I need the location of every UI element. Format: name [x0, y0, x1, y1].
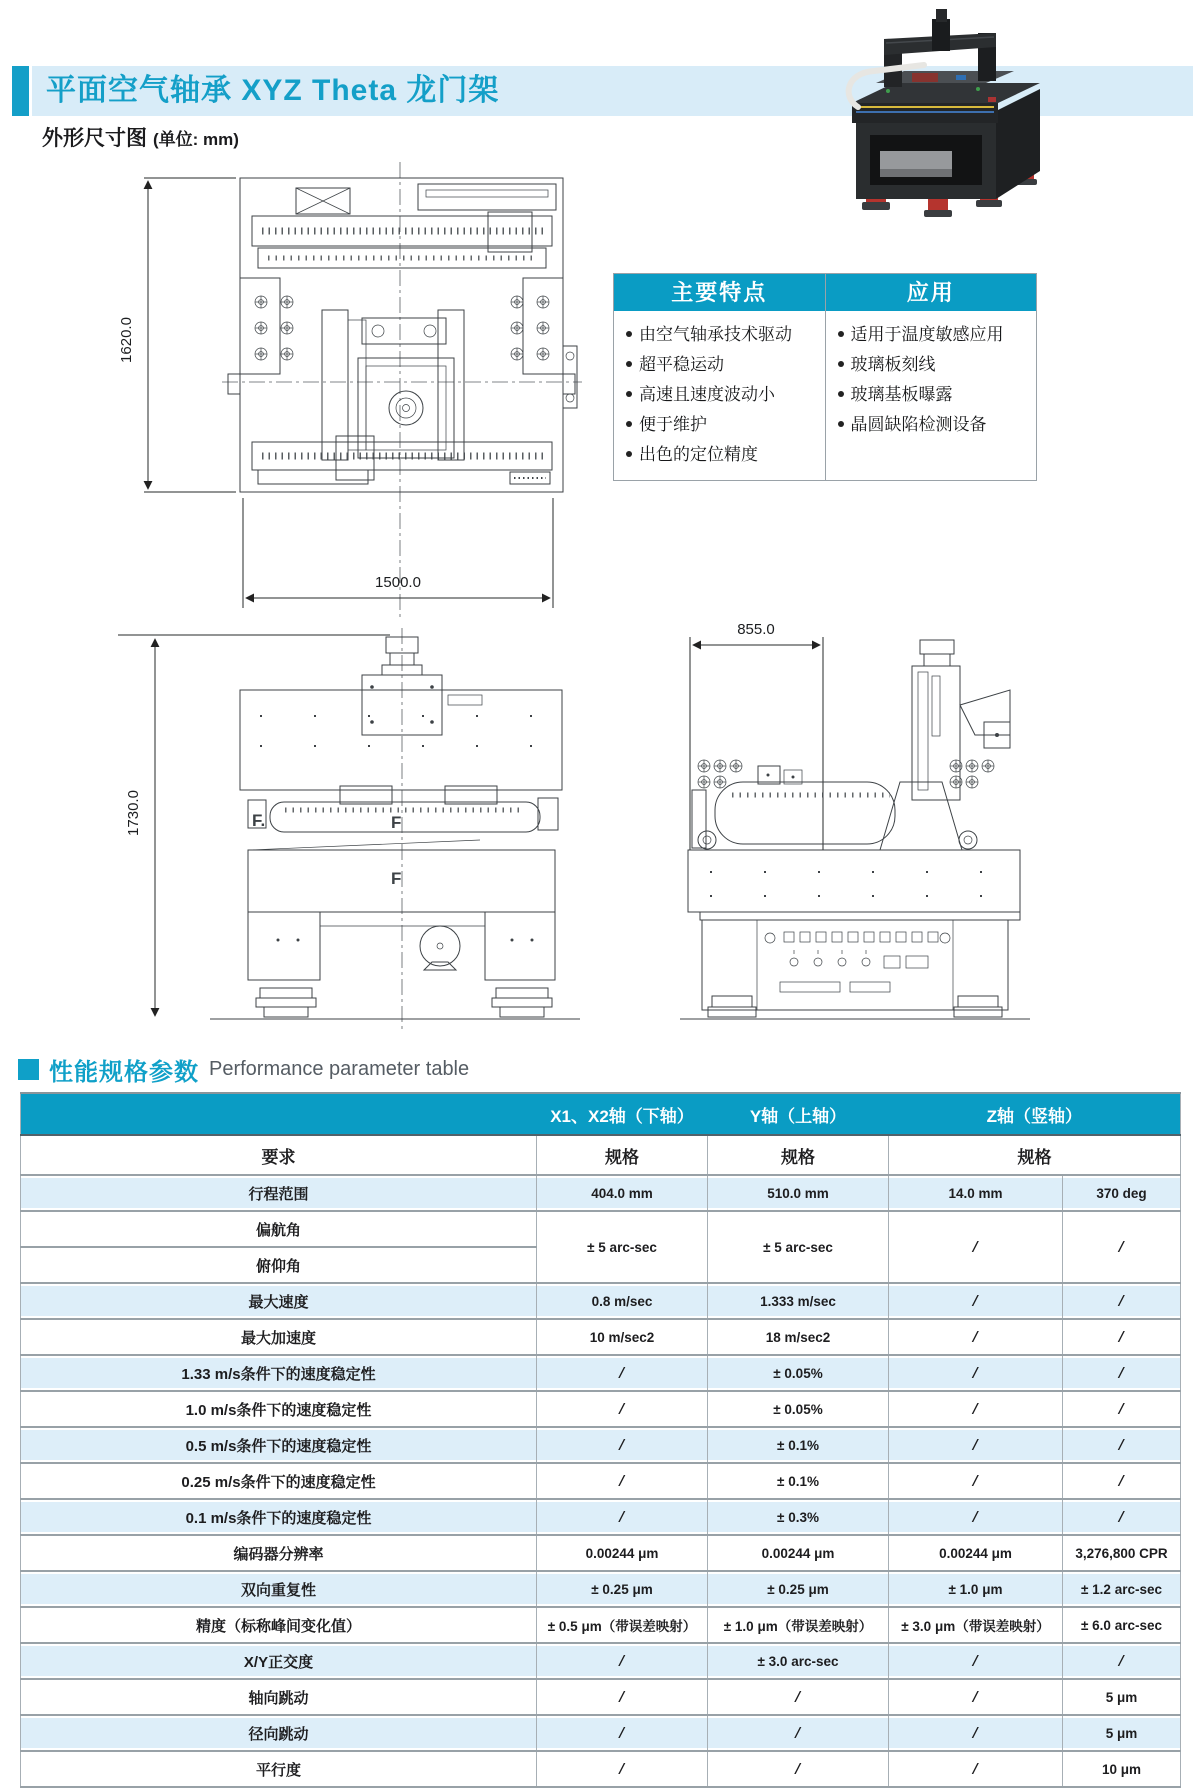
value-cell: 18 m/sec2 — [708, 1319, 889, 1355]
value-cell: ± 0.25 μm — [708, 1571, 889, 1607]
value-cell: / — [889, 1643, 1063, 1679]
axis-header-row — [21, 1093, 1181, 1135]
application-item: 玻璃板刻线 — [838, 350, 1037, 380]
value-cell: ± 1.2 arc-sec — [1063, 1571, 1181, 1607]
bullet-icon — [838, 421, 844, 427]
features-header: 主要特点 — [614, 274, 825, 311]
applications-header: 应用 — [826, 274, 1037, 311]
value-cell: ± 1.0 μm — [889, 1571, 1063, 1607]
features-column — [614, 274, 825, 480]
value-cell: / — [537, 1499, 708, 1535]
value-cell: 510.0 mm — [708, 1175, 889, 1211]
feature-item: 由空气轴承技术驱动 — [626, 320, 825, 350]
value-cell: 0.00244 μm — [537, 1535, 708, 1571]
dim-plan-width: 1500.0 — [375, 574, 421, 591]
value-cell: 14.0 mm — [889, 1175, 1063, 1211]
spec-row — [21, 1571, 1181, 1607]
dim-front-height: 1730.0 — [125, 790, 142, 836]
bullet-icon — [626, 391, 632, 397]
application-item: 适用于温度敏感应用 — [838, 320, 1037, 350]
value-cell: 370 deg — [1063, 1175, 1181, 1211]
row-label: 偏航角 — [21, 1211, 537, 1247]
value-cell: 0.00244 μm — [889, 1535, 1063, 1571]
spec-header-y: 规格 — [708, 1135, 889, 1175]
row-label: 1.33 m/s条件下的速度稳定性 — [21, 1355, 537, 1391]
axis-header-y: Y轴（上轴） — [708, 1093, 889, 1135]
application-item: 晶圆缺陷检测设备 — [838, 410, 1037, 440]
applications-column — [825, 274, 1037, 480]
spec-row — [21, 1283, 1181, 1319]
feature-item: 超平稳运动 — [626, 350, 825, 380]
section-title-cn: 性能规格参数 — [49, 1059, 199, 1086]
value-cell: ± 0.05% — [708, 1355, 889, 1391]
side-dimensions — [693, 621, 820, 645]
value-cell: / — [1063, 1211, 1181, 1283]
bullet-icon — [626, 361, 632, 367]
dim-side-width: 855.0 — [737, 621, 775, 638]
spec-row — [21, 1751, 1181, 1787]
spec-row — [21, 1535, 1181, 1571]
value-cell: ± 1.0 μm（带误差映射） — [708, 1607, 889, 1643]
value-cell: / — [1063, 1319, 1181, 1355]
dim-plan-height: 1620.0 — [118, 317, 135, 363]
row-label: 0.5 m/s条件下的速度稳定性 — [21, 1427, 537, 1463]
value-cell: / — [537, 1355, 708, 1391]
value-cell: 5 μm — [1063, 1679, 1181, 1715]
value-cell: 5 μm — [1063, 1715, 1181, 1751]
value-cell: / — [1063, 1355, 1181, 1391]
row-label: 1.0 m/s条件下的速度稳定性 — [21, 1391, 537, 1427]
value-cell: / — [537, 1463, 708, 1499]
drawing-subtitle-text: 外形尺寸图 — [42, 127, 147, 150]
features-panel — [613, 273, 1037, 481]
value-cell: / — [1063, 1463, 1181, 1499]
row-label: 最大速度 — [21, 1283, 537, 1319]
bullet-icon — [626, 451, 632, 457]
value-cell: / — [889, 1319, 1063, 1355]
svg-text:F: F — [391, 869, 402, 888]
feature-item: 便于维护 — [626, 410, 825, 440]
value-cell: / — [1063, 1283, 1181, 1319]
spec-row — [21, 1319, 1181, 1355]
spec-row — [21, 1679, 1181, 1715]
feature-item: 高速且速度波动小 — [626, 380, 825, 410]
value-cell: / — [708, 1715, 889, 1751]
performance-table — [20, 1092, 1181, 1788]
spec-row — [21, 1175, 1181, 1211]
bullet-icon — [838, 391, 844, 397]
value-cell: 1.333 m/sec — [708, 1283, 889, 1319]
spec-row — [21, 1715, 1181, 1751]
value-cell: / — [537, 1715, 708, 1751]
row-label: 平行度 — [21, 1751, 537, 1787]
bullet-icon — [838, 331, 844, 337]
row-label: 轴向跳动 — [21, 1679, 537, 1715]
value-cell: 10 μm — [1063, 1751, 1181, 1787]
value-cell: 3,276,800 CPR — [1063, 1535, 1181, 1571]
spec-row — [21, 1427, 1181, 1463]
row-label: 径向跳动 — [21, 1715, 537, 1751]
value-cell: ± 0.05% — [708, 1391, 889, 1427]
spec-row — [21, 1391, 1181, 1427]
value-cell: / — [889, 1499, 1063, 1535]
value-cell: / — [889, 1679, 1063, 1715]
spec-row — [21, 1355, 1181, 1391]
row-label: 行程范围 — [21, 1175, 537, 1211]
value-cell: 404.0 mm — [537, 1175, 708, 1211]
page-title: 平面空气轴承 XYZ Theta 龙门架 — [46, 74, 500, 107]
row-label: 双向重复性 — [21, 1571, 537, 1607]
value-cell: ± 5 arc-sec — [537, 1211, 708, 1283]
spec-header-z: 规格 — [889, 1135, 1181, 1175]
row-label: 编码器分辨率 — [21, 1535, 537, 1571]
value-cell: / — [889, 1355, 1063, 1391]
performance-section-heading — [18, 1052, 469, 1087]
value-cell: 0.8 m/sec — [537, 1283, 708, 1319]
value-cell: / — [889, 1715, 1063, 1751]
drawing-subtitle-unit: (单位: mm) — [153, 130, 239, 149]
value-cell: / — [889, 1427, 1063, 1463]
row-label: X/Y正交度 — [21, 1643, 537, 1679]
bullet-icon — [626, 331, 632, 337]
value-cell: ± 0.5 μm（带误差映射） — [537, 1607, 708, 1643]
spec-row — [21, 1643, 1181, 1679]
value-cell: / — [537, 1391, 708, 1427]
axis-header-z: Z轴（竖轴） — [889, 1093, 1181, 1135]
value-cell: ± 0.1% — [708, 1463, 889, 1499]
feature-item: 出色的定位精度 — [626, 440, 825, 470]
value-cell: ± 0.1% — [708, 1427, 889, 1463]
axis-header-blank — [21, 1093, 537, 1135]
svg-text:F: F — [391, 813, 402, 832]
value-cell: ± 0.3% — [708, 1499, 889, 1535]
application-item: 玻璃基板曝露 — [838, 380, 1037, 410]
spec-subheader-row — [21, 1135, 1181, 1175]
value-cell: ± 5 arc-sec — [708, 1211, 889, 1283]
svg-text:F.: F. — [252, 811, 266, 830]
spec-row — [21, 1499, 1181, 1535]
value-cell: 0.00244 μm — [708, 1535, 889, 1571]
value-cell: ± 3.0 μm（带误差映射） — [889, 1607, 1063, 1643]
value-cell: / — [889, 1751, 1063, 1787]
value-cell: / — [889, 1463, 1063, 1499]
drawing-subtitle — [42, 122, 239, 152]
value-cell: ± 0.25 μm — [537, 1571, 708, 1607]
row-label: 0.25 m/s条件下的速度稳定性 — [21, 1463, 537, 1499]
value-cell: ± 6.0 arc-sec — [1063, 1607, 1181, 1643]
value-cell: / — [889, 1211, 1063, 1283]
title-accent-bar — [12, 66, 29, 116]
value-cell: / — [1063, 1391, 1181, 1427]
spec-row — [21, 1607, 1181, 1643]
section-title-en: Performance parameter table — [209, 1058, 470, 1080]
req-header: 要求 — [261, 1147, 296, 1167]
value-cell: / — [537, 1643, 708, 1679]
applications-list — [838, 320, 1037, 440]
value-cell: 10 m/sec2 — [537, 1319, 708, 1355]
section-square-icon — [18, 1059, 39, 1080]
plan-view — [222, 162, 582, 620]
value-cell: / — [537, 1679, 708, 1715]
front-view — [210, 628, 580, 1032]
value-cell: / — [1063, 1499, 1181, 1535]
bullet-icon — [838, 361, 844, 367]
value-cell: / — [1063, 1643, 1181, 1679]
axis-header-x: X1、X2轴（下轴） — [537, 1093, 708, 1135]
features-list — [626, 320, 825, 470]
spec-row — [21, 1463, 1181, 1499]
side-view — [680, 637, 1030, 1019]
spec-row — [21, 1211, 1181, 1247]
value-cell: / — [537, 1427, 708, 1463]
value-cell: / — [708, 1751, 889, 1787]
bullet-icon — [626, 421, 632, 427]
value-cell: ± 3.0 arc-sec — [708, 1643, 889, 1679]
row-label: 俯仰角 — [21, 1247, 537, 1283]
value-cell: / — [1063, 1427, 1181, 1463]
value-cell: / — [537, 1751, 708, 1787]
row-label: 0.1 m/s条件下的速度稳定性 — [21, 1499, 537, 1535]
spec-header-x: 规格 — [537, 1135, 708, 1175]
value-cell: / — [889, 1391, 1063, 1427]
row-label: 最大加速度 — [21, 1319, 537, 1355]
value-cell: / — [708, 1679, 889, 1715]
row-label: 精度（标称峰间变化值） — [21, 1607, 537, 1643]
value-cell: / — [889, 1283, 1063, 1319]
